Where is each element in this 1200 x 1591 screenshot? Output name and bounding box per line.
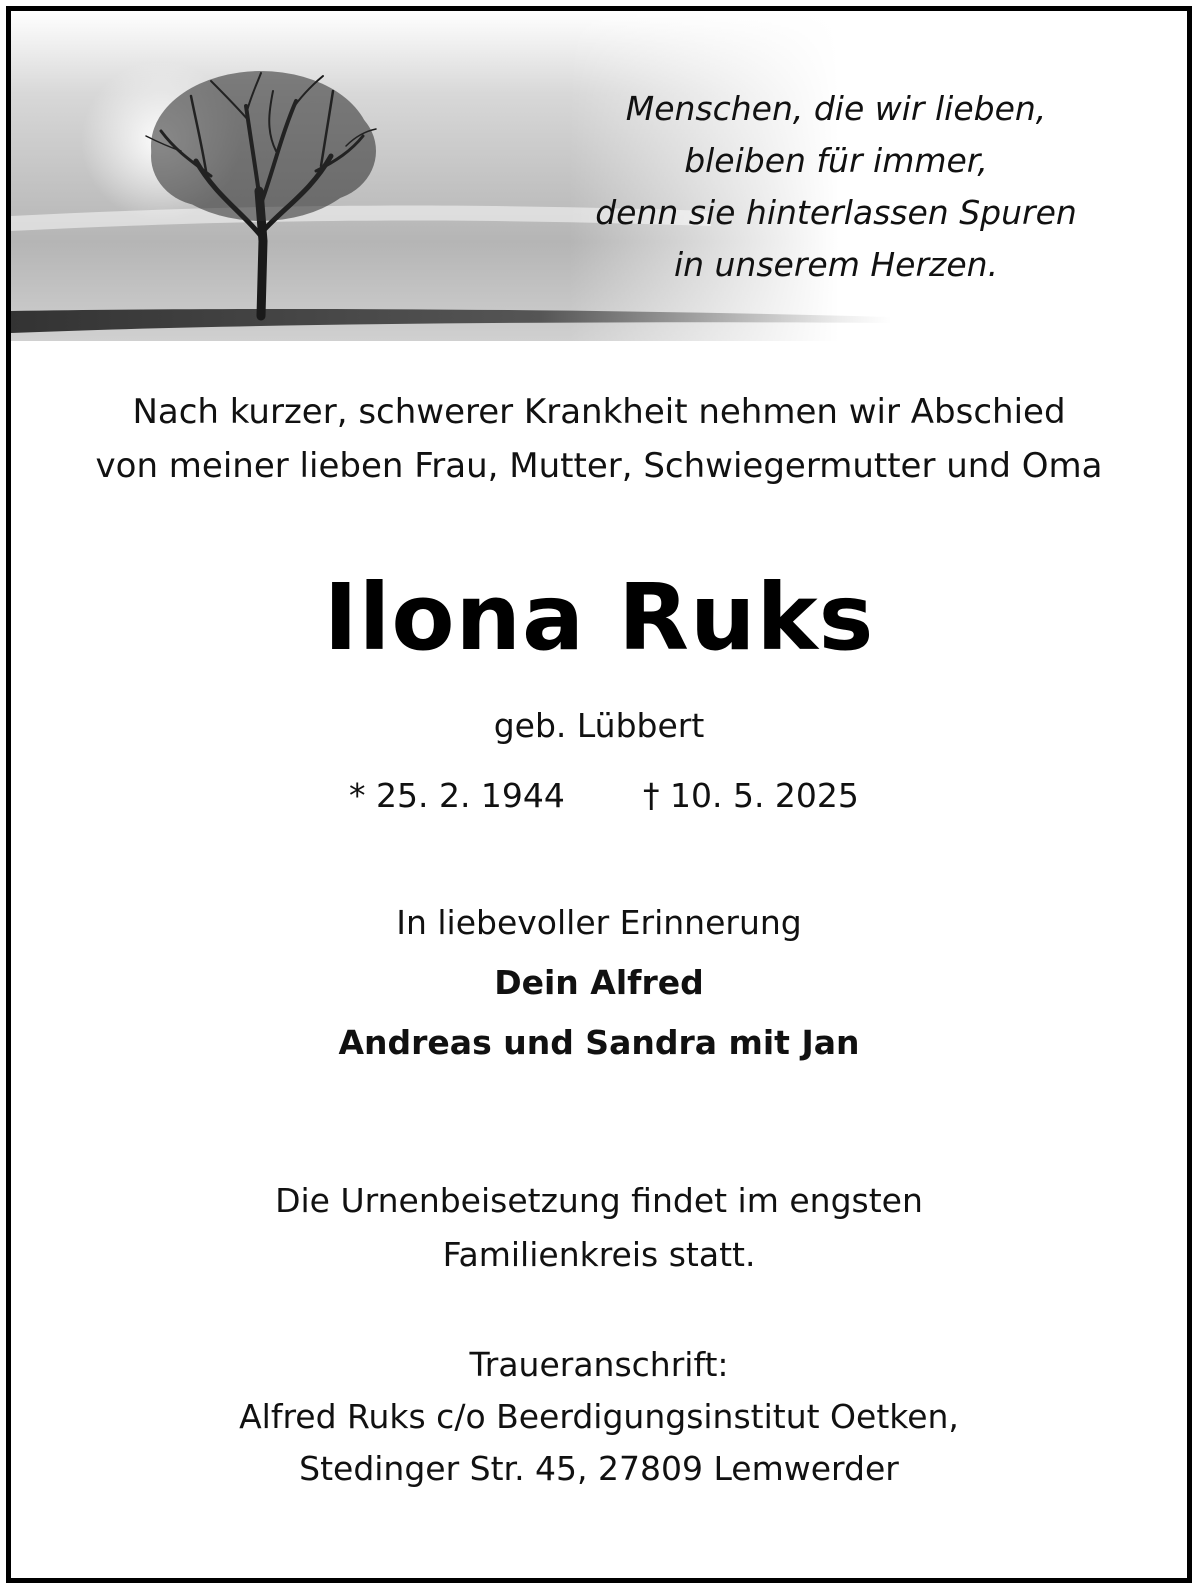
intro-text bbox=[11, 385, 1187, 493]
address-label: Traueranschrift: bbox=[469, 1345, 729, 1384]
burial-line: Die Urnenbeisetzung findet im engsten bbox=[275, 1181, 923, 1220]
mourning-address bbox=[11, 1339, 1187, 1495]
quote-line: bleiben für immer, bbox=[684, 141, 988, 180]
quote-line: Menschen, die wir lieben, bbox=[625, 89, 1047, 128]
death-date: † 10. 5. 2025 bbox=[643, 776, 859, 815]
deceased-name: Ilona Ruks bbox=[323, 564, 875, 671]
memory-phrase: In liebevoller Erinnerung bbox=[396, 903, 802, 942]
burial-notice bbox=[11, 1174, 1187, 1282]
intro-line: von meiner lieben Frau, Mutter, Schwiegermutter und Oma bbox=[95, 446, 1103, 486]
burial-line: Familienkreis statt. bbox=[442, 1235, 756, 1274]
quote-line: in unserem Herzen. bbox=[673, 245, 999, 284]
mourner-name: Dein Alfred bbox=[494, 963, 704, 1002]
memorial-quote bbox=[556, 83, 1116, 291]
memory-section bbox=[11, 893, 1187, 1073]
address-line: Alfred Ruks c/o Beerdigungsinstitut Oetken, bbox=[239, 1397, 959, 1436]
mourner-name: Andreas und Sandra mit Jan bbox=[338, 1023, 860, 1062]
maiden-name: geb. Lübbert bbox=[493, 706, 705, 745]
intro-line: Nach kurzer, schwerer Krankheit nehmen wir Abschied bbox=[132, 392, 1066, 432]
life-dates bbox=[11, 766, 1187, 826]
obituary-frame bbox=[6, 6, 1192, 1583]
birth-date: * 25. 2. 1944 bbox=[349, 776, 565, 815]
quote-line: denn sie hinterlassen Spuren bbox=[595, 193, 1077, 232]
address-line: Stedinger Str. 45, 27809 Lemwerder bbox=[299, 1449, 899, 1488]
